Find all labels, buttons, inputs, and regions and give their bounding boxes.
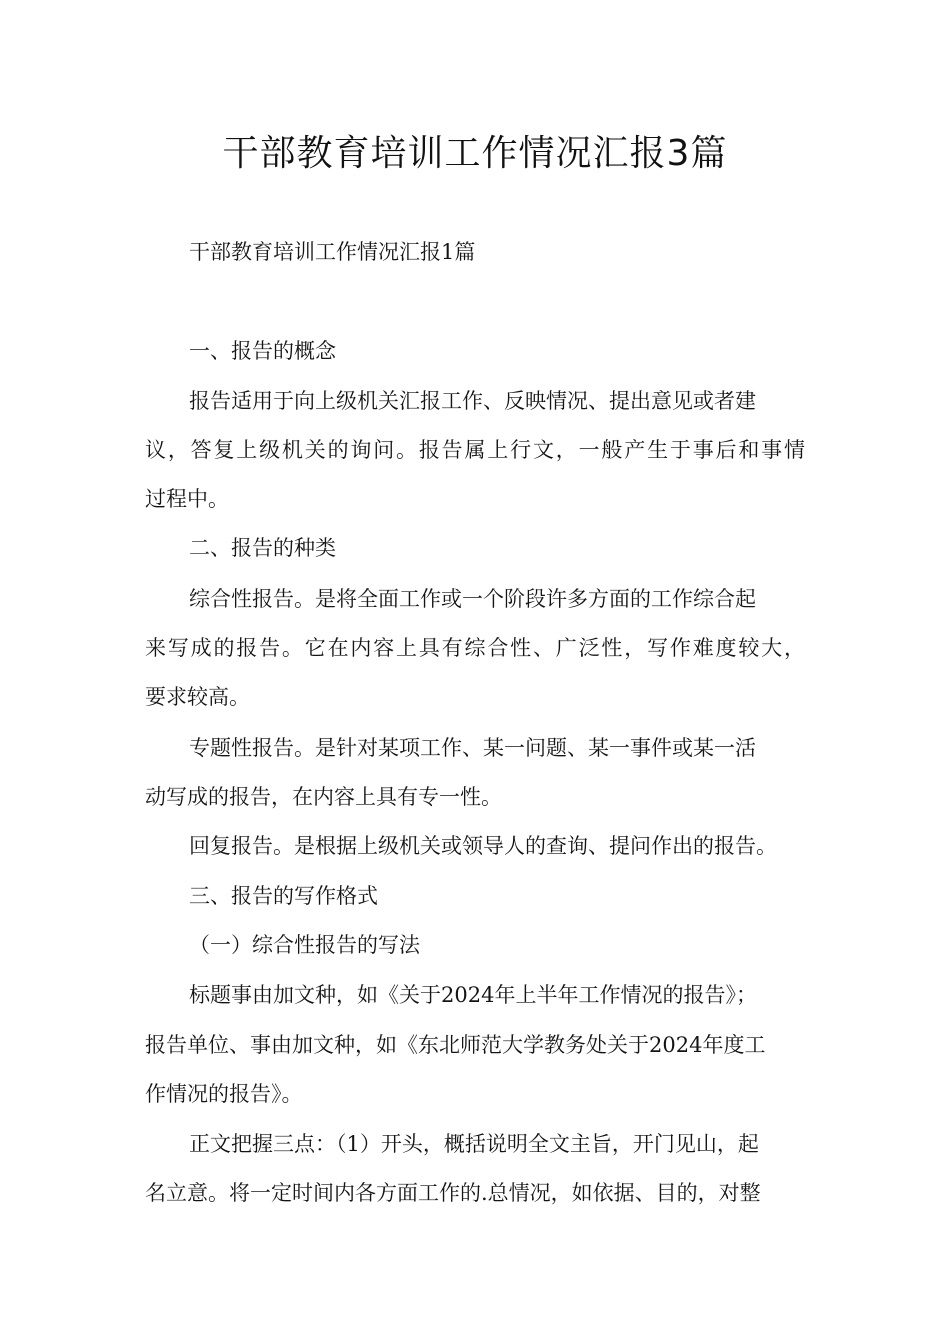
subsection-heading: （一）综合性报告的写法 [189, 933, 420, 957]
paragraph-line: 报告适用于向上级机关汇报工作、反映情况、提出意见或者建 [189, 389, 756, 413]
paragraph-line: 来写成的报告。它在内容上具有综合性、广泛性，写作难度较大， [145, 636, 805, 660]
section-heading-3: 三、报告的写作格式 [189, 884, 378, 908]
paragraph-line: 报告单位、事由加文种，如《东北师范大学教务处关于2024年度工 [145, 1033, 766, 1057]
paragraph-line: 综合性报告。是将全面工作或一个阶段许多方面的工作综合起 [189, 587, 756, 611]
paragraph-line: 要求较高。 [145, 685, 250, 709]
paragraph-line: 动写成的报告，在内容上具有专一性。 [145, 785, 502, 809]
paragraph-line: 标题事由加文种，如《关于2024年上半年工作情况的报告》； [189, 983, 757, 1007]
paragraph-line: 过程中。 [145, 487, 229, 511]
paragraph-line: 专题性报告。是针对某项工作、某一问题、某一事件或某一活 [189, 736, 756, 760]
section-heading-2: 二、报告的种类 [189, 536, 336, 560]
paragraph-line: 作情况的报告》。 [145, 1082, 303, 1106]
paragraph-line: 议，答复上级机关的询问。报告属上行文，一般产生于事后和事情 [145, 438, 805, 462]
document-subtitle: 干部教育培训工作情况汇报1篇 [189, 240, 476, 264]
paragraph-line: 正文把握三点：（1）开头，概括说明全文主旨，开门见山，起 [189, 1132, 759, 1156]
document-title: 干部教育培训工作情况汇报3篇 [222, 133, 728, 174]
section-heading-1: 一、报告的概念 [189, 339, 336, 363]
paragraph-line: 回复报告。是根据上级机关或领导人的查询、提问作出的报告。 [189, 834, 777, 858]
paragraph-line: 名立意。将一定时间内各方面工作的.总情况，如依据、目的，对整 [145, 1181, 761, 1205]
